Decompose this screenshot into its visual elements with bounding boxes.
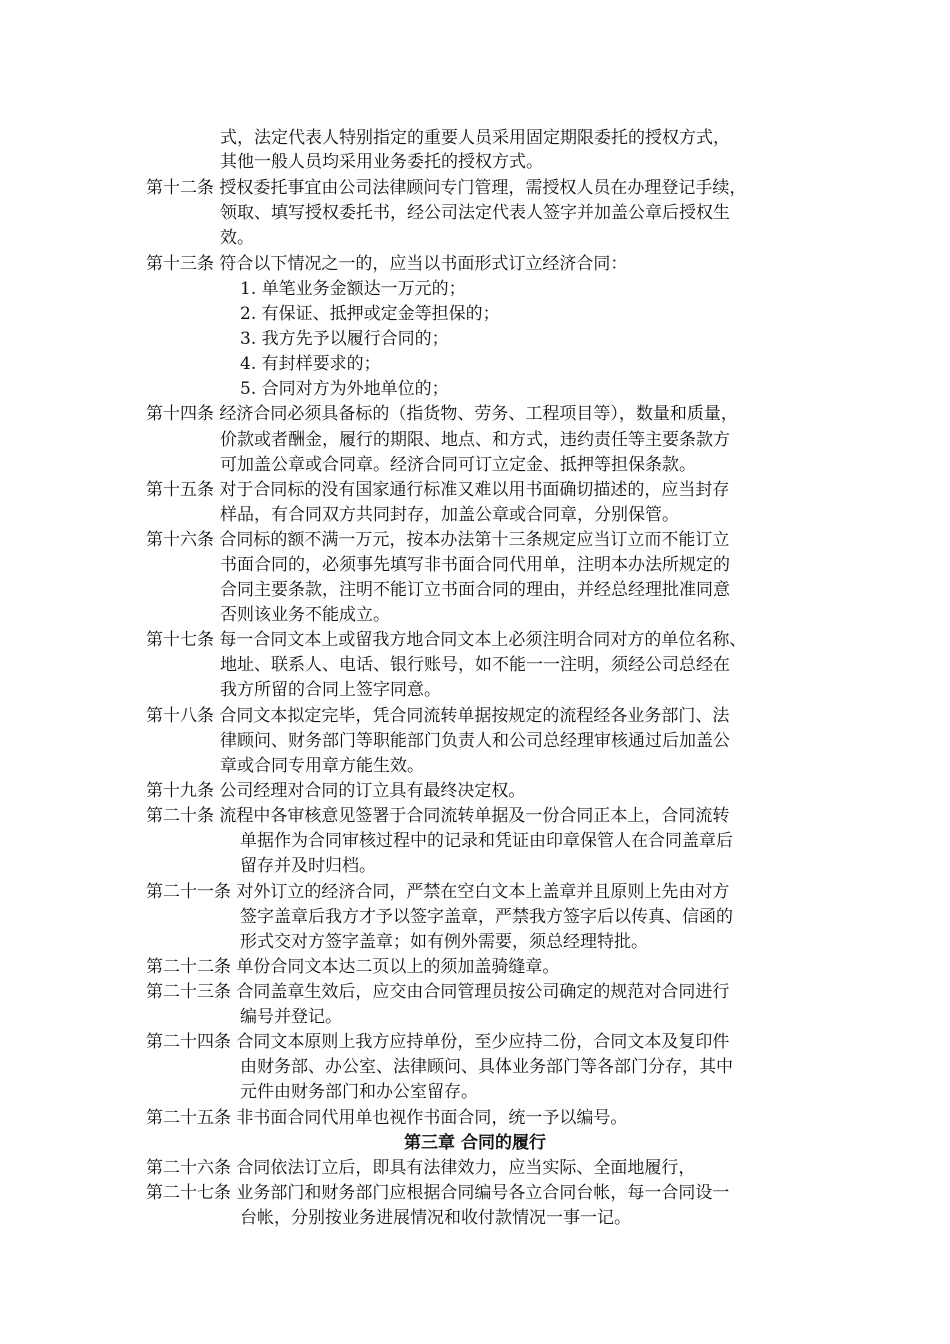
list-item: 3. 我方先予以履行合同的； <box>240 329 449 349</box>
text-line: 其他一般人员均采用业务委托的授权方式。 <box>220 152 543 172</box>
text-line: 样品，有合同双方共同封存，加盖公章或合同章，分别保管。 <box>220 505 679 525</box>
article-22: 第二十二条 单份合同文本达二页以上的须加盖骑缝章。 <box>146 957 560 977</box>
text-line: 由财务部、办公室、法律顾问、具体业务部门等各部门分存，其中 <box>240 1057 733 1077</box>
article-14: 第十四条 经济合同必须具备标的（指货物、劳务、工程项目等），数量和质量， <box>146 404 738 424</box>
text-line: 编号并登记。 <box>240 1007 342 1027</box>
text-line: 单据作为合同审核过程中的记录和凭证由印章保管人在合同盖章后 <box>240 831 733 851</box>
text-line: 留存并及时归档。 <box>240 856 376 876</box>
article-13: 第十三条 符合以下情况之一的，应当以书面形式订立经济合同： <box>146 254 628 274</box>
text-line: 地址、联系人、电话、银行账号，如不能一一注明，须经公司总经在 <box>220 655 730 675</box>
text-line: 章或合同专用章方能生效。 <box>220 756 424 776</box>
text-line: 式，法定代表人特别指定的重要人员采用固定期限委托的授权方式， <box>220 128 730 148</box>
text-line: 签字盖章后我方才予以签字盖章，严禁我方签字后以传真、信函的 <box>240 907 733 927</box>
list-item: 1. 单笔业务金额达一万元的； <box>240 279 466 299</box>
text-line: 书面合同的，必须事先填写非书面合同代用单，注明本办法所规定的 <box>220 555 730 575</box>
text-line: 合同主要条款，注明不能订立书面合同的理由，并经总经理批准同意 <box>220 580 730 600</box>
list-item: 2. 有保证、抵押或定金等担保的； <box>240 304 500 324</box>
text-line: 领取、填写授权委托书，经公司法定代表人签字并加盖公章后授权生 <box>220 203 730 223</box>
article-18: 第十八条 合同文本拟定完毕，凭合同流转单据按规定的流程经各业务部门、法 <box>146 706 730 726</box>
article-15: 第十五条 对于合同标的没有国家通行标准又难以用书面确切描述的，应当封存 <box>146 480 730 500</box>
article-17: 第十七条 每一合同文本上或留我方地合同文本上必须注明合同对方的单位名称、 <box>146 630 747 650</box>
article-26: 第二十六条 合同依法订立后，即具有法律效力，应当实际、全面地履行， <box>146 1158 696 1178</box>
chapter-heading: 第三章 合同的履行 <box>404 1133 546 1153</box>
text-line: 效。 <box>220 228 254 248</box>
list-item: 4. 有封样要求的； <box>240 354 381 374</box>
article-16: 第十六条 合同标的额不满一万元，按本办法第十三条规定应当订立而不能订立 <box>146 530 730 550</box>
text-line: 否则该业务不能成立。 <box>220 605 390 625</box>
text-line: 我方所留的合同上签字同意。 <box>220 680 441 700</box>
article-24: 第二十四条 合同文本原则上我方应持单份，至少应持二份，合同文本及复印件 <box>146 1032 730 1052</box>
article-23: 第二十三条 合同盖章生效后，应交由合同管理员按公司确定的规范对合同进行 <box>146 982 730 1002</box>
article-19: 第十九条 公司经理对合同的订立具有最终决定权。 <box>146 781 526 801</box>
article-12: 第十二条 授权委托事宜由公司法律顾问专门管理，需授权人员在办理登记手续， <box>146 178 747 198</box>
text-line: 元件由财务部门和办公室留存。 <box>240 1082 478 1102</box>
article-27: 第二十七条 业务部门和财务部门应根据合同编号各立合同台帐，每一合同设一 <box>146 1183 730 1203</box>
article-21: 第二十一条 对外订立的经济合同，严禁在空白文本上盖章并且原则上先由对方 <box>146 882 730 902</box>
article-20: 第二十条 流程中各审核意见签署于合同流转单据及一份合同正本上，合同流转 <box>146 806 730 826</box>
text-line: 形式交对方签字盖章；如有例外需要，须总经理特批。 <box>240 932 648 952</box>
text-line: 台帐，分别按业务进展情况和收付款情况一事一记。 <box>240 1208 631 1228</box>
article-25: 第二十五条 非书面合同代用单也视作书面合同，统一予以编号。 <box>146 1108 628 1128</box>
text-line: 可加盖公章或合同章。经济合同可订立定金、抵押等担保条款。 <box>220 455 696 475</box>
text-line: 价款或者酬金，履行的期限、地点、和方式，违约责任等主要条款方 <box>220 430 730 450</box>
list-item: 5. 合同对方为外地单位的； <box>240 379 449 399</box>
text-line: 律顾问、财务部门等职能部门负责人和公司总经理审核通过后加盖公 <box>220 731 730 751</box>
